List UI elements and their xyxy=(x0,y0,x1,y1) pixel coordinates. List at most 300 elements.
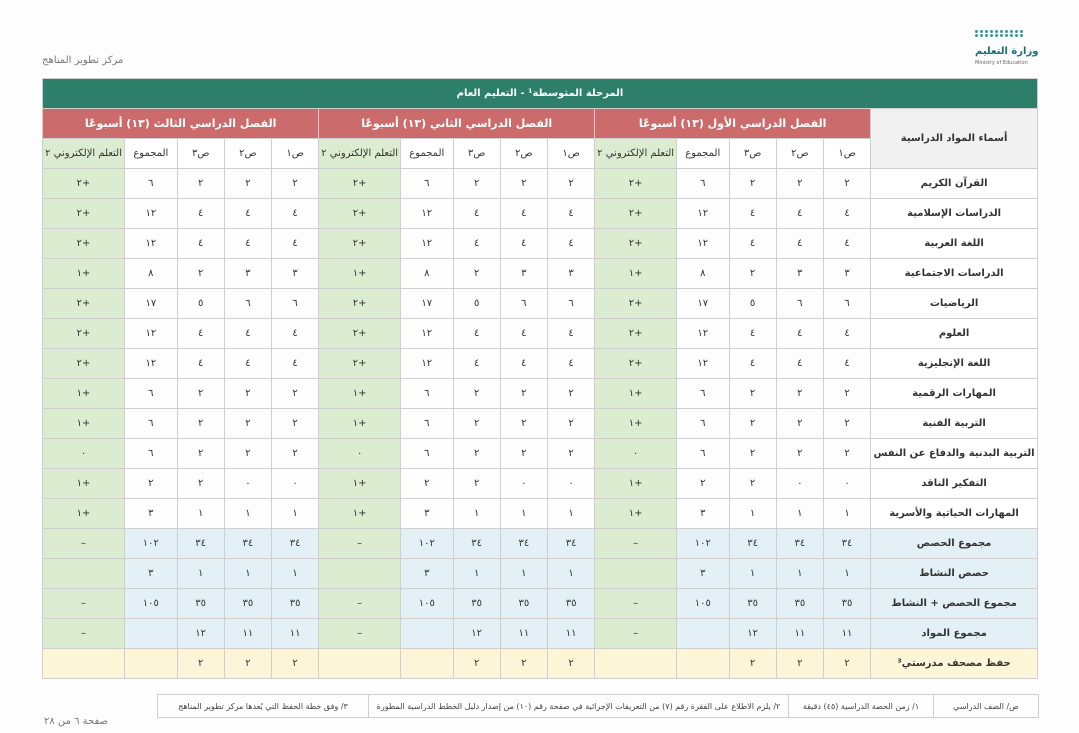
table-cell: ٣٤ xyxy=(729,529,776,559)
table-cell: ١ xyxy=(453,559,500,589)
logo-english-text: Ministry of Education xyxy=(975,60,1028,66)
summary-row xyxy=(43,559,1038,589)
logo-arabic-text: وزارة التعليم xyxy=(975,46,1039,57)
table-cell: ٤ xyxy=(453,349,500,379)
table-cell: ٢ xyxy=(224,409,271,439)
table-cell: ٣٤ xyxy=(224,529,271,559)
table-cell: ٢ xyxy=(500,409,547,439)
table-cell: ٢ xyxy=(453,439,500,469)
table-cell: ٤ xyxy=(823,229,870,259)
table-cell: ١٢ xyxy=(401,199,453,229)
table-cell: ٢ xyxy=(547,439,594,469)
table-cell xyxy=(595,559,677,589)
study-plan-table xyxy=(42,78,1038,679)
table-cell: ٦ xyxy=(125,439,177,469)
table-cell: ٣٥ xyxy=(453,589,500,619)
table-cell: ٢ xyxy=(500,439,547,469)
table-cell: ٨ xyxy=(677,259,729,289)
subject-name: التفكير الناقد xyxy=(871,469,1038,499)
column-header: التعلم الإلكتروني ٢ xyxy=(595,139,677,169)
table-cell: ٢ xyxy=(776,379,823,409)
table-cell: ٢ xyxy=(177,409,224,439)
table-cell xyxy=(595,649,677,679)
subject-name: مجموع المواد xyxy=(871,619,1038,649)
table-cell: ٢ xyxy=(272,379,319,409)
table-cell: +١ xyxy=(43,499,125,529)
footnote: ٣/ وفق خطة الحفظ التي يُعدها مركز تطوير المناهج xyxy=(158,695,369,718)
column-header: ص٢ xyxy=(500,139,547,169)
table-cell: +١ xyxy=(595,409,677,439)
table-cell: ٦ xyxy=(547,289,594,319)
table-cell: ١٢ xyxy=(401,319,453,349)
table-cell: ٢ xyxy=(224,649,271,679)
table-cell: ٤ xyxy=(453,199,500,229)
table-cell: +٢ xyxy=(43,319,125,349)
table-cell: +١ xyxy=(43,259,125,289)
table-cell: ٢ xyxy=(776,409,823,439)
table-cell: ٤ xyxy=(729,349,776,379)
table-cell: – xyxy=(595,529,677,559)
table-cell: ٦ xyxy=(500,289,547,319)
table-cell: ٤ xyxy=(776,229,823,259)
table-cell: ٣٤ xyxy=(453,529,500,559)
table-cell: ٣٥ xyxy=(729,589,776,619)
table-cell: ١١ xyxy=(823,619,870,649)
semester-3-header: الفصل الدراسي الثالث (١٣) أسبوعًا xyxy=(43,109,319,139)
subject-name: القرآن الكريم xyxy=(871,169,1038,199)
table-cell: ١٧ xyxy=(125,289,177,319)
subject-name: التربية الفنية xyxy=(871,409,1038,439)
table-cell: ٢ xyxy=(823,649,870,679)
table-cell xyxy=(401,619,453,649)
table-cell: +٢ xyxy=(319,349,401,379)
table-cell: ١ xyxy=(547,559,594,589)
table-cell: ٠ xyxy=(500,469,547,499)
subject-name: اللغة العربية xyxy=(871,229,1038,259)
table-cell: ٦ xyxy=(677,439,729,469)
table-cell: ٣٤ xyxy=(500,529,547,559)
table-cell: ٣٥ xyxy=(272,589,319,619)
table-cell: +٢ xyxy=(595,349,677,379)
subject-name: الرياضيات xyxy=(871,289,1038,319)
subject-name: المهارات الرقمية xyxy=(871,379,1038,409)
table-cell: +١ xyxy=(319,259,401,289)
table-row xyxy=(43,469,1038,499)
table-cell: ١ xyxy=(823,559,870,589)
summary-row xyxy=(43,649,1038,679)
table-cell: ٣٤ xyxy=(776,529,823,559)
table-cell: ٣٥ xyxy=(547,589,594,619)
table-cell: ٢ xyxy=(224,439,271,469)
table-cell: ٣ xyxy=(401,499,453,529)
table-cell: – xyxy=(319,589,401,619)
table-cell: ١٢ xyxy=(125,199,177,229)
table-cell: ٤ xyxy=(177,199,224,229)
table-cell xyxy=(319,559,401,589)
table-cell: ٤ xyxy=(729,229,776,259)
table-cell: ٣ xyxy=(677,499,729,529)
table-cell: ٠ xyxy=(224,469,271,499)
column-header: المجموع xyxy=(401,139,453,169)
table-cell xyxy=(677,649,729,679)
table-cell: ١٢ xyxy=(125,349,177,379)
table-cell: ١ xyxy=(776,559,823,589)
footnote: ص/ الصف الدراسي xyxy=(934,695,1039,718)
table-cell: ٦ xyxy=(776,289,823,319)
table-cell: ٢ xyxy=(453,379,500,409)
table-row xyxy=(43,259,1038,289)
table-row xyxy=(43,409,1038,439)
table-cell: ٦ xyxy=(401,169,453,199)
table-cell: ٢ xyxy=(500,649,547,679)
table-cell: ١٢ xyxy=(677,349,729,379)
table-cell: ٢ xyxy=(729,169,776,199)
table-cell: ٠ xyxy=(595,439,677,469)
table-cell: ١ xyxy=(177,559,224,589)
ministry-logo xyxy=(975,30,1045,66)
table-cell: ٠ xyxy=(823,469,870,499)
table-cell: ٨ xyxy=(401,259,453,289)
table-cell: ٤ xyxy=(500,229,547,259)
table-cell: ٢ xyxy=(729,259,776,289)
table-cell: ١٢ xyxy=(401,349,453,379)
table-cell: ٢ xyxy=(453,169,500,199)
table-cell: ٢ xyxy=(224,379,271,409)
table-cell: ١٠٥ xyxy=(401,589,453,619)
table-cell: ٤ xyxy=(776,319,823,349)
table-cell: ٣٥ xyxy=(224,589,271,619)
table-cell: ١٢ xyxy=(453,619,500,649)
center-name: مركز تطوير المناهج xyxy=(42,55,124,66)
table-cell: ٤ xyxy=(453,319,500,349)
table-cell: ٢ xyxy=(729,439,776,469)
subject-name: التربية البدنية والدفاع عن النفس xyxy=(871,439,1038,469)
subject-name: حفظ مصحف مدرستي³ xyxy=(871,649,1038,679)
table-cell: ٣ xyxy=(547,259,594,289)
table-cell: ٢ xyxy=(453,409,500,439)
table-cell: ٣٥ xyxy=(177,589,224,619)
table-cell: ١٢ xyxy=(401,229,453,259)
table-cell: ١٠٢ xyxy=(677,529,729,559)
table-cell: ٦ xyxy=(677,409,729,439)
table-cell: ٢ xyxy=(125,469,177,499)
table-cell: – xyxy=(43,589,125,619)
table-cell: ٢ xyxy=(453,259,500,289)
table-cell: ٣٥ xyxy=(776,589,823,619)
table-cell: ٣ xyxy=(125,559,177,589)
table-cell: ١ xyxy=(224,559,271,589)
table-cell: +١ xyxy=(319,409,401,439)
table-cell: ٤ xyxy=(224,199,271,229)
table-cell: ٢ xyxy=(547,169,594,199)
table-cell: ٣٤ xyxy=(272,529,319,559)
subject-name: مجموع الحصص + النشاط xyxy=(871,589,1038,619)
table-cell: ٨ xyxy=(125,259,177,289)
column-header: ص١ xyxy=(272,139,319,169)
table-cell: ٤ xyxy=(547,199,594,229)
table-row xyxy=(43,439,1038,469)
table-cell: ٢ xyxy=(272,649,319,679)
subject-name: مجموع الحصص xyxy=(871,529,1038,559)
column-header: ص٣ xyxy=(177,139,224,169)
table-cell: ٤ xyxy=(224,319,271,349)
table-cell: ٣ xyxy=(125,499,177,529)
table-cell xyxy=(43,559,125,589)
table-cell: +١ xyxy=(43,409,125,439)
table-cell: ٤ xyxy=(224,349,271,379)
table-cell: ٢ xyxy=(272,169,319,199)
table-cell: ٠ xyxy=(272,469,319,499)
footnotes-table xyxy=(157,694,1039,718)
table-cell: ١ xyxy=(823,499,870,529)
table-cell: ٤ xyxy=(272,319,319,349)
table-row xyxy=(43,349,1038,379)
table-cell: +٢ xyxy=(43,349,125,379)
table-cell: ٤ xyxy=(823,319,870,349)
column-header: المجموع xyxy=(677,139,729,169)
table-cell: ١٠٢ xyxy=(125,529,177,559)
table-cell: ٢ xyxy=(823,409,870,439)
table-cell: ٢ xyxy=(823,379,870,409)
table-cell: – xyxy=(43,529,125,559)
table-cell: ٤ xyxy=(453,229,500,259)
table-cell: +١ xyxy=(595,379,677,409)
table-cell: ٣ xyxy=(272,259,319,289)
table-cell: ١ xyxy=(729,559,776,589)
summary-row xyxy=(43,589,1038,619)
table-cell: ٣ xyxy=(823,259,870,289)
table-cell: ٣٤ xyxy=(823,529,870,559)
table-cell: ٥ xyxy=(453,289,500,319)
footnote: ٢/ يلزم الاطلاع على الفقرة رقم (٧) من التعريفات الإجرائية في صفحة رقم (١٠) من إصدار دليل الخطط الدراسية المطورة xyxy=(369,695,789,718)
table-cell: +٢ xyxy=(595,169,677,199)
table-cell: ٤ xyxy=(177,229,224,259)
table-cell: ٢ xyxy=(823,439,870,469)
column-header: ص٣ xyxy=(453,139,500,169)
table-cell: ٢ xyxy=(776,649,823,679)
table-cell: ١٢ xyxy=(677,319,729,349)
page-number: صفحة ٦ من ٢٨ xyxy=(44,716,108,727)
table-cell: ٣ xyxy=(677,559,729,589)
table-cell: ٤ xyxy=(500,349,547,379)
table-cell: ٢ xyxy=(547,649,594,679)
table-cell: ١١ xyxy=(500,619,547,649)
table-cell: ١١ xyxy=(776,619,823,649)
table-cell: ٢ xyxy=(453,469,500,499)
table-cell: ٦ xyxy=(224,289,271,319)
table-cell: ٤ xyxy=(547,349,594,379)
table-cell: ٢ xyxy=(547,379,594,409)
table-row xyxy=(43,199,1038,229)
table-cell: ٤ xyxy=(776,199,823,229)
table-cell xyxy=(319,649,401,679)
table-cell: ١ xyxy=(776,499,823,529)
table-cell: +١ xyxy=(595,499,677,529)
table-cell: ١٠٢ xyxy=(401,529,453,559)
table-cell: +٢ xyxy=(319,199,401,229)
table-cell: ٢ xyxy=(177,379,224,409)
table-cell: ٢ xyxy=(823,169,870,199)
summary-row xyxy=(43,619,1038,649)
table-cell: ٤ xyxy=(547,229,594,259)
table-cell: ٤ xyxy=(177,349,224,379)
table-cell: ٥ xyxy=(729,289,776,319)
table-row xyxy=(43,379,1038,409)
table-title: المرحلة المتوسطة¹ - التعليم العام xyxy=(43,79,1038,109)
table-cell: ٦ xyxy=(401,409,453,439)
column-header: ص٣ xyxy=(729,139,776,169)
table-cell: +٢ xyxy=(319,319,401,349)
table-cell: ٢ xyxy=(272,409,319,439)
table-cell: ١٠٥ xyxy=(125,589,177,619)
column-header: المجموع xyxy=(125,139,177,169)
table-cell: +١ xyxy=(595,469,677,499)
table-cell: ٢ xyxy=(177,259,224,289)
table-cell: ٢ xyxy=(677,469,729,499)
table-cell: ١ xyxy=(272,559,319,589)
table-cell: ٢ xyxy=(547,409,594,439)
table-cell: ٢ xyxy=(224,169,271,199)
table-cell: ٣ xyxy=(500,259,547,289)
table-cell: ١٧ xyxy=(677,289,729,319)
table-cell xyxy=(677,619,729,649)
table-cell: – xyxy=(595,619,677,649)
table-cell: ٢ xyxy=(776,439,823,469)
table-cell: – xyxy=(43,619,125,649)
table-cell: ٤ xyxy=(224,229,271,259)
table-cell: ١ xyxy=(547,499,594,529)
table-cell: +٢ xyxy=(319,169,401,199)
table-cell: – xyxy=(319,529,401,559)
column-header: ص١ xyxy=(547,139,594,169)
table-cell: +٢ xyxy=(43,229,125,259)
table-cell: ٢ xyxy=(729,409,776,439)
table-cell: ٢ xyxy=(500,169,547,199)
table-cell: ١ xyxy=(500,499,547,529)
table-cell: ١٢ xyxy=(125,319,177,349)
table-cell: +١ xyxy=(319,379,401,409)
table-cell xyxy=(125,619,177,649)
subject-name: اللغة الإنجليزية xyxy=(871,349,1038,379)
table-cell: +٢ xyxy=(43,169,125,199)
table-cell: ١ xyxy=(500,559,547,589)
table-cell: – xyxy=(595,589,677,619)
table-cell: +٢ xyxy=(43,199,125,229)
table-cell: ٤ xyxy=(776,349,823,379)
table-cell: ٤ xyxy=(547,319,594,349)
table-cell: ٣ xyxy=(224,259,271,289)
table-cell: ١١ xyxy=(272,619,319,649)
table-cell: ٣٥ xyxy=(823,589,870,619)
subject-name: حصص النشاط xyxy=(871,559,1038,589)
table-cell: ٦ xyxy=(677,169,729,199)
table-cell: +١ xyxy=(319,499,401,529)
table-cell: ٦ xyxy=(401,439,453,469)
table-cell: ٠ xyxy=(319,439,401,469)
table-cell: ٦ xyxy=(125,379,177,409)
table-cell: ٢ xyxy=(453,649,500,679)
footnote: ١/ زمن الحصة الدراسية (٤٥) دقيقة xyxy=(789,695,934,718)
table-cell: ٦ xyxy=(125,169,177,199)
table-cell: ١٧ xyxy=(401,289,453,319)
table-cell: ١ xyxy=(729,499,776,529)
table-cell: – xyxy=(319,619,401,649)
table-cell: ١٢ xyxy=(177,619,224,649)
table-cell: ٠ xyxy=(547,469,594,499)
table-row xyxy=(43,319,1038,349)
table-cell: ٣٥ xyxy=(500,589,547,619)
table-cell: +٢ xyxy=(595,199,677,229)
subject-name: الدراسات الإسلامية xyxy=(871,199,1038,229)
semester-1-header: الفصل الدراسي الأول (١٣) أسبوعًا xyxy=(595,109,871,139)
table-cell: ٦ xyxy=(823,289,870,319)
table-cell: +١ xyxy=(595,259,677,289)
table-row xyxy=(43,289,1038,319)
table-cell: ١ xyxy=(177,499,224,529)
table-cell: +٢ xyxy=(319,289,401,319)
column-header: ص١ xyxy=(823,139,870,169)
table-cell xyxy=(125,649,177,679)
table-cell: +٢ xyxy=(595,319,677,349)
table-cell: +٢ xyxy=(43,289,125,319)
table-cell: ٠ xyxy=(43,439,125,469)
table-cell: ٢ xyxy=(729,469,776,499)
table-cell: ١٢ xyxy=(677,229,729,259)
table-cell: ٤ xyxy=(823,349,870,379)
table-cell: ٤ xyxy=(272,349,319,379)
table-cell: ١١ xyxy=(224,619,271,649)
table-cell: ٢ xyxy=(729,649,776,679)
table-cell: ٦ xyxy=(401,379,453,409)
table-cell xyxy=(401,649,453,679)
table-cell: ٢ xyxy=(177,439,224,469)
table-cell: +١ xyxy=(319,469,401,499)
table-cell: ٣ xyxy=(776,259,823,289)
table-cell: ٦ xyxy=(272,289,319,319)
summary-row xyxy=(43,529,1038,559)
table-cell: ١٢ xyxy=(125,229,177,259)
table-cell: ٥ xyxy=(177,289,224,319)
table-cell: ١ xyxy=(224,499,271,529)
table-cell: ٤ xyxy=(177,319,224,349)
table-cell: ٤ xyxy=(272,229,319,259)
table-cell: ١٢ xyxy=(729,619,776,649)
table-cell: ١٠٥ xyxy=(677,589,729,619)
logo-dots-icon xyxy=(975,30,1024,37)
table-cell: ١ xyxy=(453,499,500,529)
column-header: ص٢ xyxy=(776,139,823,169)
column-header: التعلم الإلكتروني ٢ xyxy=(43,139,125,169)
table-cell: +٢ xyxy=(595,229,677,259)
table-cell: ١٢ xyxy=(677,199,729,229)
subject-name: الدراسات الاجتماعية xyxy=(871,259,1038,289)
table-cell: ٤ xyxy=(729,319,776,349)
table-cell: ٤ xyxy=(500,319,547,349)
table-row xyxy=(43,499,1038,529)
table-cell: ٢ xyxy=(500,379,547,409)
subject-name: العلوم xyxy=(871,319,1038,349)
column-header: ص٢ xyxy=(224,139,271,169)
table-row xyxy=(43,169,1038,199)
table-cell: ١١ xyxy=(547,619,594,649)
table-cell: ٦ xyxy=(677,379,729,409)
table-cell: +٢ xyxy=(319,229,401,259)
table-cell: ٤ xyxy=(729,199,776,229)
table-cell: ٢ xyxy=(177,649,224,679)
table-row xyxy=(43,229,1038,259)
semester-2-header: الفصل الدراسي الثاني (١٣) أسبوعًا xyxy=(319,109,595,139)
subject-header: أسماء المواد الدراسية xyxy=(871,109,1038,169)
